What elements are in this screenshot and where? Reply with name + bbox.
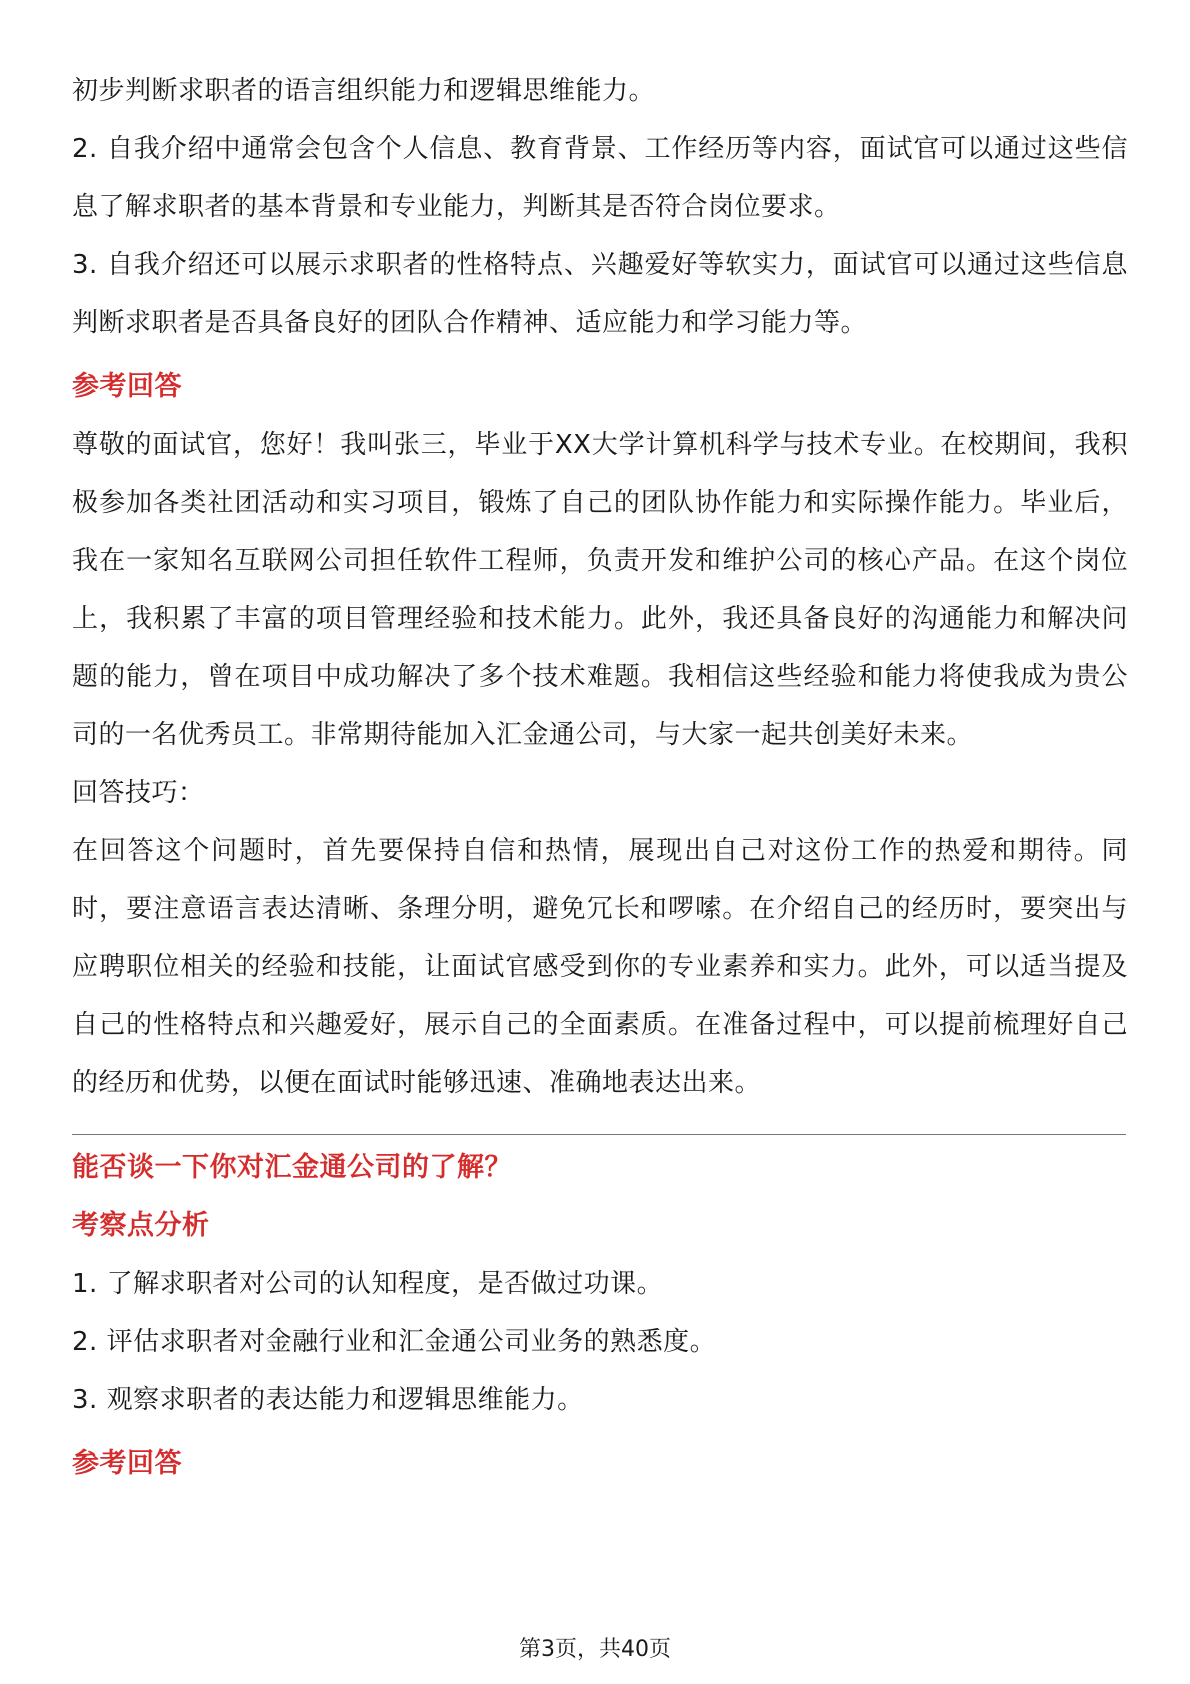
reference-answer-heading: 参考回答 [72,371,182,402]
answer-tips-text: 在回答这个问题时，首先要保持自信和热情，展现出自己对这份工作的热爱和期待。同时，要注意语言表达清晰、条理分明，避免冗长和啰嗦。在介绍自己的经历时，要突出与应聘职位相关的经验和技能，让面试官感受到你的专业素养和实力。此外，可以适当提及自己的性格特点和兴趣爱好，展示自己的全面素质。在准备过程中，可以提前梳理好自己的经历和优势，以便在面试时能够迅速、准确地表达出来。 [72,836,1128,1098]
paragraph-continuation: 初步判断求职者的语言组织能力和逻辑思维能力。 [72,76,656,106]
document-page [72,62,1128,1493]
paragraph-point-3: 3. 自我介绍还可以展示求职者的性格特点、兴趣爱好等软实力，面试官可以通过这些信息判断求职者是否具备良好的团队合作精神、适应能力和学习能力等。 [72,250,1128,338]
analysis-point-1: 1. 了解求职者对公司的认知程度，是否做过功课。 [72,1269,664,1299]
page-number: 第3页，共40页 [519,1637,671,1662]
analysis-point-3: 3. 观察求职者的表达能力和逻辑思维能力。 [72,1385,584,1415]
question-title: 能否谈一下你对汇金通公司的了解？ [72,1152,512,1183]
section-divider [72,1134,1126,1135]
analysis-heading: 考察点分析 [72,1210,210,1241]
answer-tips-label: 回答技巧： [72,778,205,808]
analysis-point-2: 2. 评估求职者对金融行业和汇金通公司业务的熟悉度。 [72,1327,717,1357]
reference-answer-heading-2: 参考回答 [72,1448,182,1479]
paragraph-point-2: 2. 自我介绍中通常会包含个人信息、教育背景、工作经历等内容，面试官可以通过这些信息了解求职者的基本背景和专业能力，判断其是否符合岗位要求。 [72,134,1128,222]
reference-answer-text: 尊敬的面试官，您好！我叫张三，毕业于XX大学计算机科学与技术专业。在校期间，我积极参加各类社团活动和实习项目，锻炼了自己的团队协作能力和实际操作能力。毕业后，我在一家知名互联网公司担任软件工程师，负责开发和维护公司的核心产品。在这个岗位上，我积累了丰富的项目管理经验和技术能力。此外，我还具备良好的沟通能力和解决问题的能力，曾在项目中成功解决了多个技术难题。我相信这些经验和能力将使我成为贵公司的一名优秀员工。非常期待能加入汇金通公司，与大家一起共创美好未来。 [72,430,1128,750]
